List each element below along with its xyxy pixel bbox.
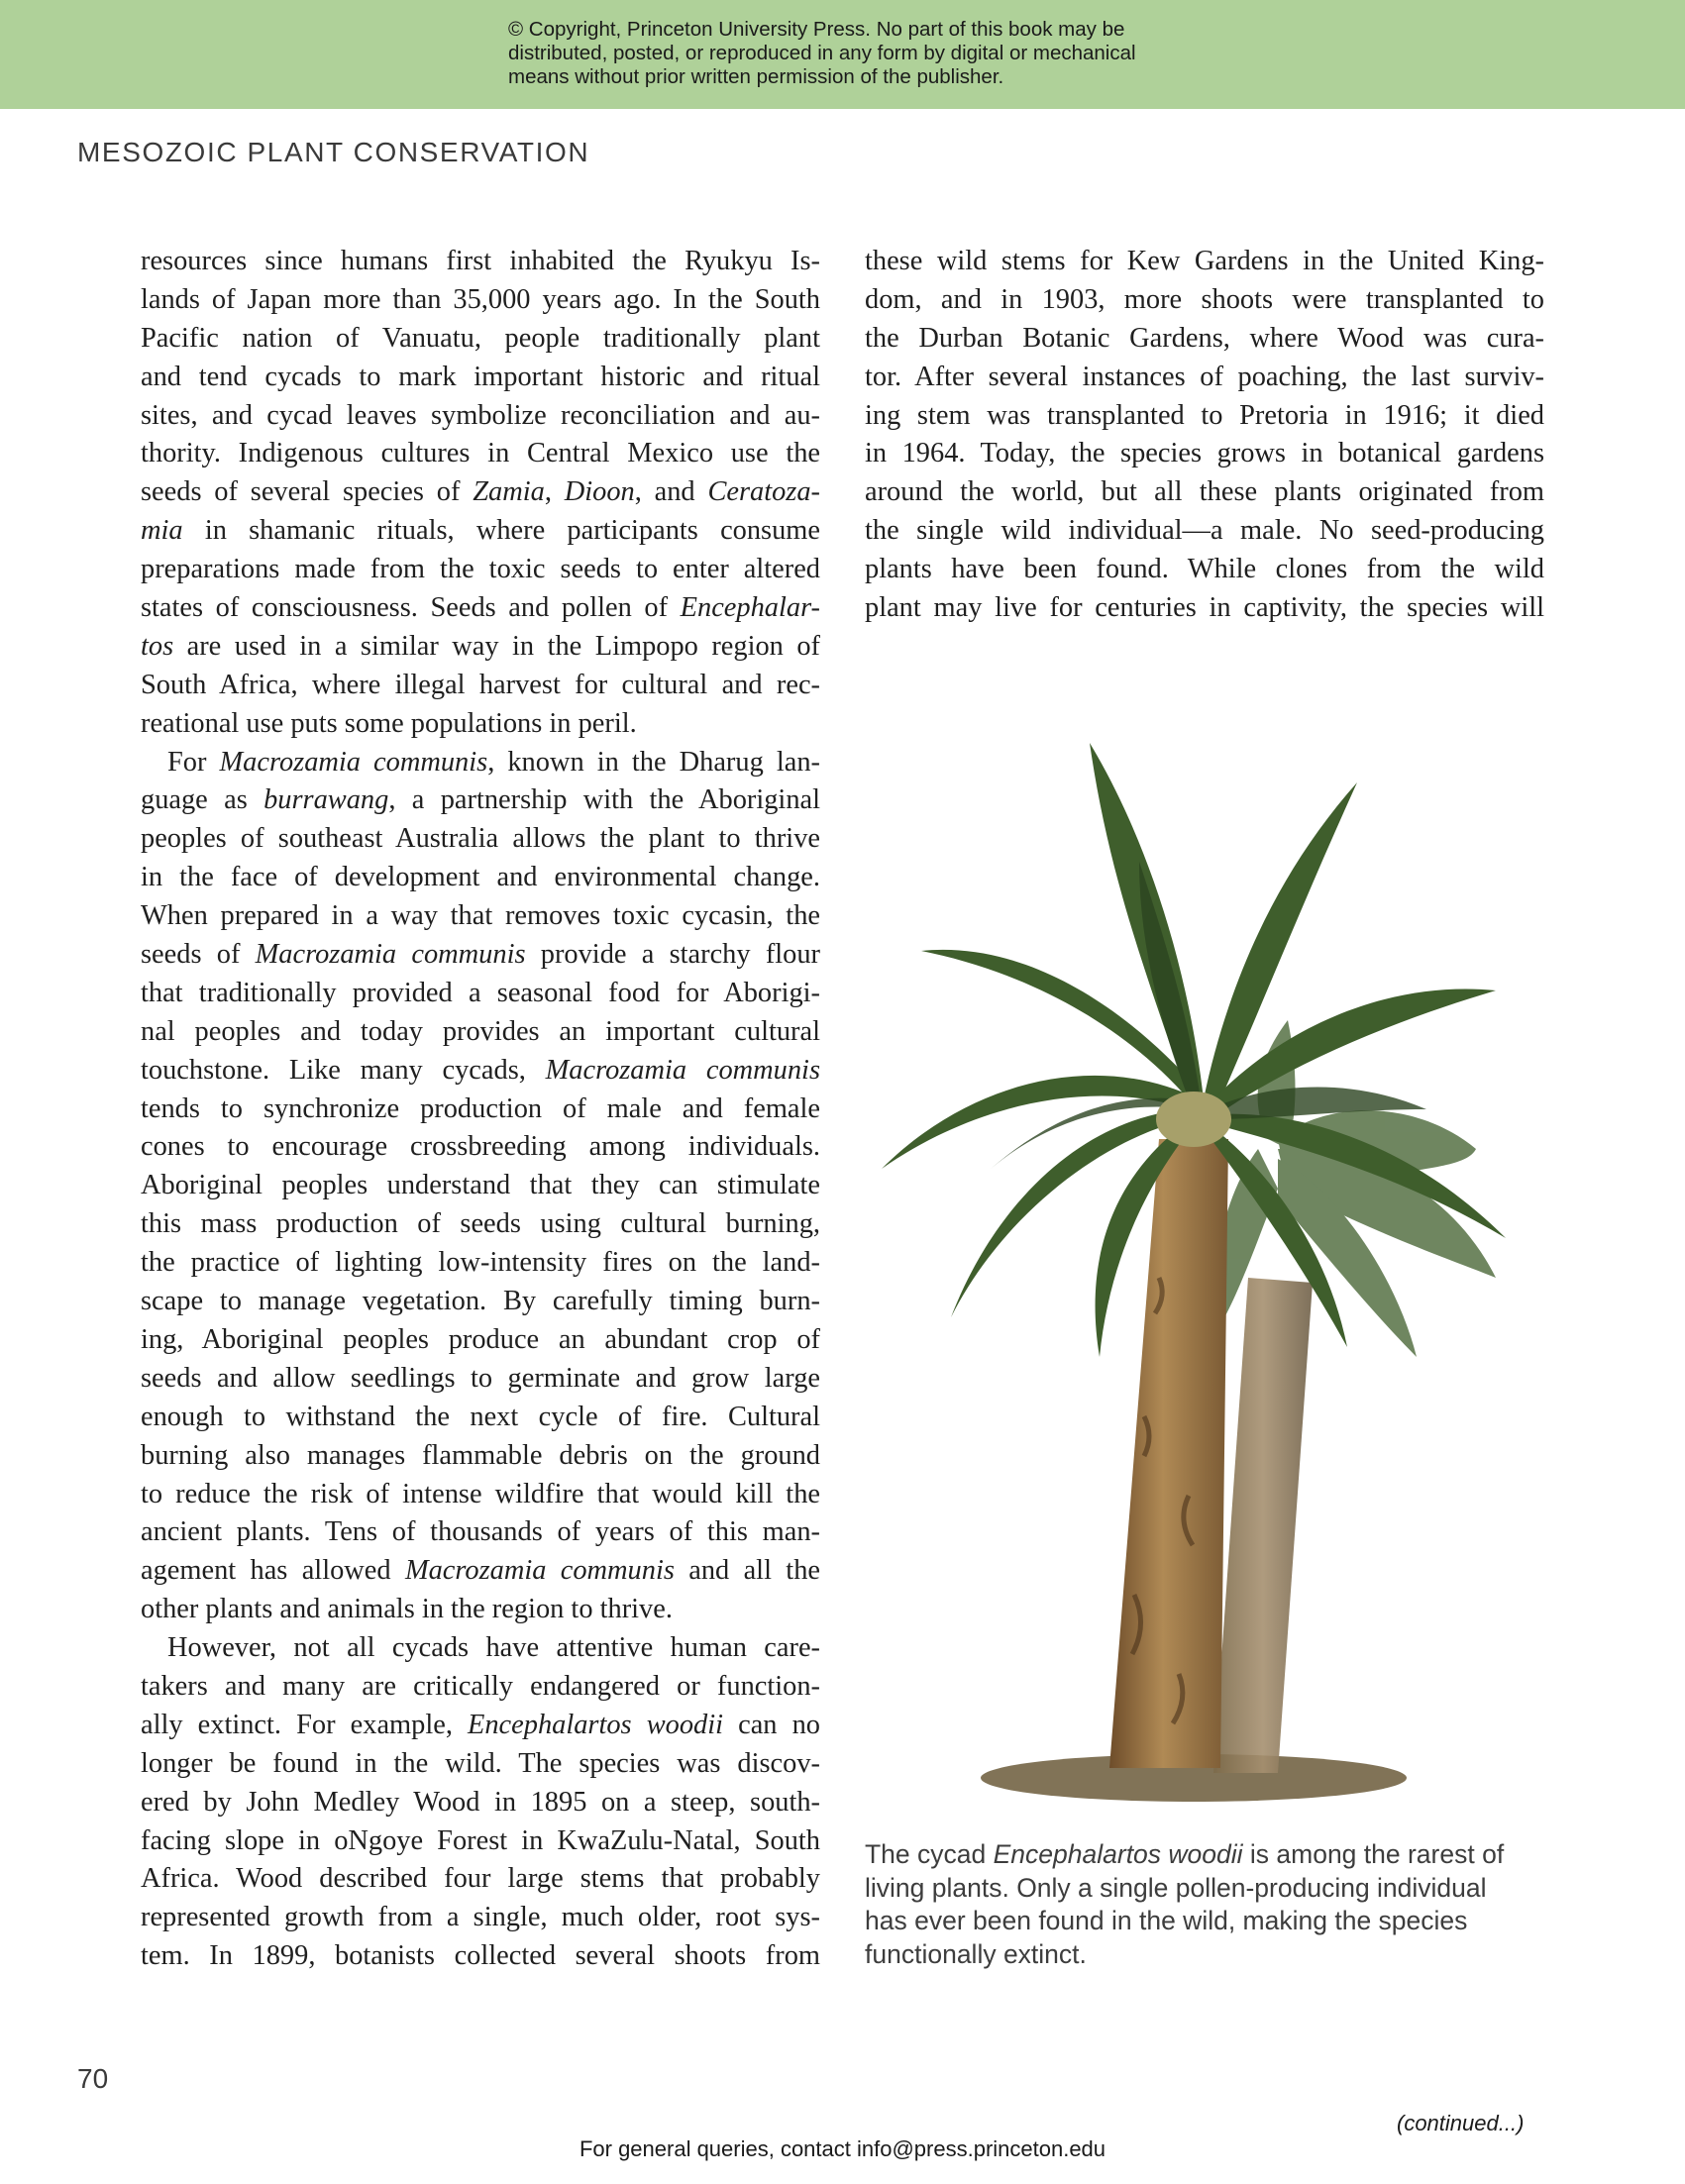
text-line: However, not all cycads have attentive human care- [167, 1632, 820, 1664]
paragraph-1 [141, 243, 820, 744]
text: provide a starchy flour [525, 939, 821, 971]
paragraph-2 [141, 744, 820, 1629]
text-line: longer be found in the wild. The species was discov- [141, 1747, 820, 1779]
text-line: and tend cycads to mark important historic and ritual [141, 361, 820, 392]
text: guage as [141, 784, 264, 816]
copyright-line: means without prior written permission of the publisher. [508, 65, 1004, 88]
text-line: the Durban Botanic Gardens, where Wood was cura- [865, 322, 1544, 354]
text: For [167, 746, 220, 778]
genus-name: Dioon [564, 476, 635, 508]
text: in shamanic rituals, where participants consume [182, 515, 820, 547]
text-line: that traditionally provided a seasonal food for Aborigi- [141, 977, 820, 1008]
text-line: in 1964. Today, the species grows in botanical gardens [865, 438, 1544, 469]
text-line [141, 473, 820, 512]
copyright-banner [0, 0, 1685, 109]
text-line: represented growth from a single, much older, root sys- [141, 1902, 820, 1933]
rear-trunk [1213, 1278, 1313, 1773]
text: touchstone. Like many cycads, [141, 1054, 546, 1086]
text-line: tem. In 1899, botanists collected several shoots from [141, 1940, 820, 1972]
genus-name: Encephalar- [680, 592, 820, 624]
cycad-illustration-icon [862, 723, 1654, 1813]
left-column [141, 243, 820, 1976]
text-line: the single wild individual—a male. No seed-producing [865, 515, 1544, 547]
species-name: Macrozamia communis [219, 746, 488, 778]
text: , [544, 476, 565, 508]
text-line: to reduce the risk of intense wildfire that would kill the [141, 1478, 820, 1509]
text-line: tor. After several instances of poaching, the last surviv- [865, 361, 1544, 392]
text-line [141, 589, 820, 628]
text-line [141, 1707, 820, 1745]
text-line [141, 512, 820, 551]
genus-name: mia [141, 515, 183, 547]
text-line: these wild stems for Kew Gardens in the United King- [865, 246, 1544, 276]
text: , and [634, 476, 708, 508]
text: The cycad [865, 1839, 994, 1869]
cycad-illustration [862, 723, 1654, 1813]
species-name: Macrozamia communis [545, 1054, 820, 1086]
text-line [141, 781, 820, 820]
genus-name: Zamia [473, 476, 545, 508]
text-line: sites, and cycad leaves symbolize reconciliation and au- [141, 399, 820, 431]
text-line: When prepared in a way that removes toxic cycasin, the [141, 900, 820, 932]
text-line [141, 936, 820, 975]
common-name: burrawang [263, 784, 389, 816]
caption-line [865, 1838, 1558, 1872]
text-line: takers and many are critically endangered or function- [141, 1670, 820, 1702]
text-line: enough to withstand the next cycle of fire. Cultural [141, 1401, 820, 1432]
text: , known in the Dharug lan- [487, 746, 820, 778]
text: seeds of several species of [141, 476, 474, 508]
copyright-line: © Copyright, Princeton University Press. No part of this book may be [508, 18, 1125, 41]
text-line: around the world, but all these plants originated from [865, 476, 1544, 508]
text-line: ered by John Medley Wood in 1895 on a steep, south- [141, 1786, 820, 1818]
page-number: 70 [77, 2063, 109, 2094]
text: is among the rarest of [1242, 1839, 1505, 1869]
text: , a partnership with the Aboriginal [388, 784, 820, 816]
text-line [141, 1052, 820, 1091]
text: agement has allowed [141, 1555, 405, 1587]
crown-base [1156, 1092, 1231, 1147]
text-line: this mass production of seeds using cultural burning, [141, 1208, 820, 1240]
text-line: thority. Indigenous cultures in Central Mexico use the [141, 438, 820, 469]
caption-line: has ever been found in the wild, making the species [865, 1906, 1468, 1935]
species-name: Macrozamia communis [255, 939, 526, 971]
text-line: preparations made from the toxic seeds to enter altered [141, 554, 820, 585]
figure-caption [865, 1838, 1558, 1971]
text: are used in a similar way in the Limpopo region of [173, 630, 820, 662]
genus-name: Ceratoza- [707, 476, 821, 508]
text-line: Pacific nation of Vanuatu, people traditionally plant [141, 322, 820, 354]
text-line: plant may live for centuries in captivity, the species will [865, 592, 1544, 624]
text-line: dom, and in 1903, more shoots were transplanted to [865, 283, 1544, 315]
text-line: lands of Japan more than 35,000 years ago. In the South [141, 283, 820, 315]
text-line: facing slope in oNgoye Forest in KwaZulu-Natal, South [141, 1824, 820, 1856]
footer-contact: For general queries, contact info@press.princeton.edu [579, 2136, 1106, 2161]
text-line: the practice of lighting low-intensity fires on the land- [141, 1247, 820, 1279]
text-line: reational use puts some populations in peril. [141, 707, 637, 739]
text-line: ing stem was transplanted to Pretoria in 1916; it died [865, 399, 1544, 431]
text: seeds of [141, 939, 256, 971]
text-line [141, 1552, 820, 1591]
text-line [141, 744, 820, 782]
running-head: MESOZOIC PLANT CONSERVATION [77, 137, 590, 167]
species-name: Encephalartos woodii [468, 1709, 723, 1740]
text: ally extinct. For example, [141, 1709, 469, 1740]
text-line: ing, Aboriginal peoples produce an abundant crop of [141, 1323, 820, 1355]
text-line: tends to synchronize production of male and female [141, 1092, 820, 1124]
text-line: burning also manages flammable debris on the ground [141, 1439, 820, 1471]
text-line: ancient plants. Tens of thousands of years of this man- [141, 1516, 820, 1548]
caption-line: functionally extinct. [865, 1938, 1087, 1969]
text-line: South Africa, where illegal harvest for cultural and rec- [141, 669, 820, 700]
text: states of consciousness. Seeds and pollen of [141, 592, 681, 624]
text-line: peoples of southeast Australia allows the plant to thrive [141, 823, 820, 855]
text-line: Africa. Wood described four large stems that probably [141, 1863, 820, 1895]
text-line: plants have been found. While clones from the wild [865, 554, 1544, 585]
text-line: seeds and allow seedlings to germinate and grow large [141, 1362, 820, 1394]
text-line: resources since humans first inhabited the Ryukyu Is- [141, 246, 820, 276]
paragraph-3 [141, 1629, 820, 1976]
right-column [865, 243, 1544, 628]
copyright-notice [508, 18, 1261, 89]
copyright-line: distributed, posted, or reproduced in any form by digital or mechanical [508, 42, 1136, 64]
continued-note: (continued...) [1397, 2111, 1525, 2135]
text-line: scape to manage vegetation. By carefully timing burn- [141, 1286, 820, 1317]
species-name: Macrozamia communis [404, 1555, 675, 1587]
species-name: Encephalartos woodii [993, 1839, 1243, 1869]
text-line: other plants and animals in the region to thrive. [141, 1594, 673, 1625]
text-line: in the face of development and environmental change. [141, 862, 820, 893]
text-line [141, 628, 820, 667]
genus-name: tos [141, 630, 174, 662]
text-line: nal peoples and today provides an important cultural [141, 1015, 820, 1047]
text-line: cones to encourage crossbreeding among individuals. [141, 1131, 820, 1163]
caption-line: living plants. Only a single pollen-producing individual [865, 1872, 1487, 1903]
text: can no [723, 1709, 820, 1740]
text: and all the [674, 1555, 820, 1587]
text-line: Aboriginal peoples understand that they can stimulate [141, 1170, 820, 1201]
